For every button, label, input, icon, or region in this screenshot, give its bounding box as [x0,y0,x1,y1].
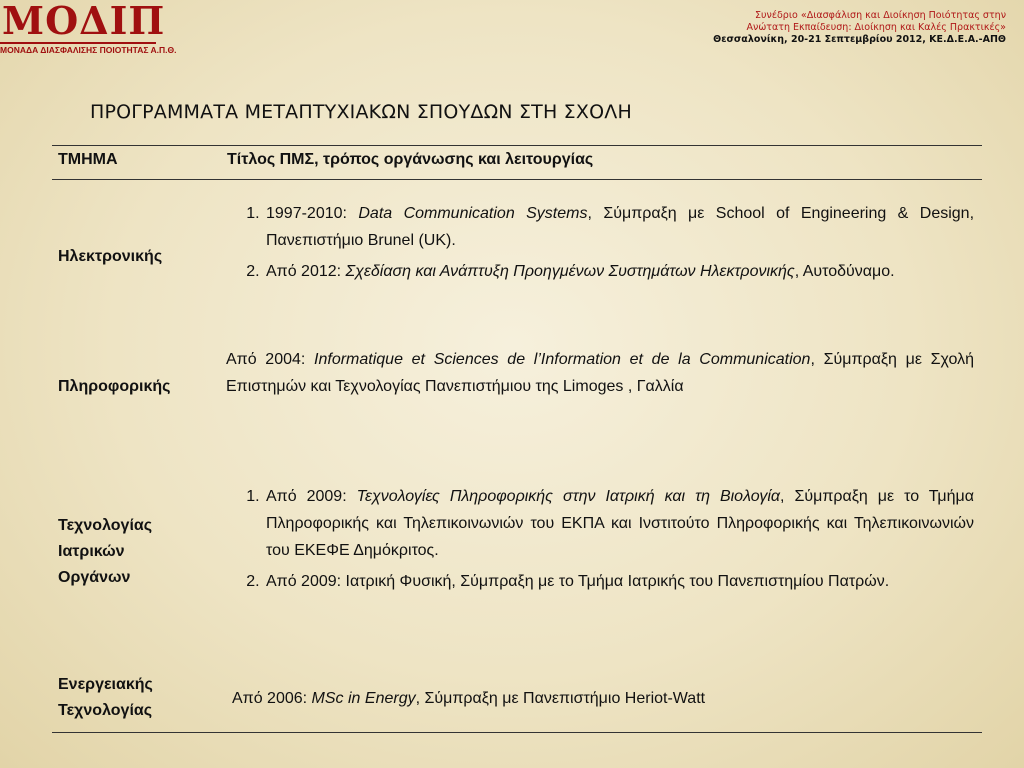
dept-medical-tech: Τεχνολογίας Ιατρικών Οργάνων [58,517,153,586]
logo-wordmark: ΜΟΔΙΠ [2,0,166,43]
program-item: 2. Από 2009: Ιατρική Φυσική, Σύμπραξη με το Τμήμα Ιατρικής του Πανεπιστημίου Πατρών. [264,568,974,595]
dept-informatics: Πληροφορικής [58,378,171,395]
table-bottom-rule [52,732,982,733]
dept-energy-tech: Ενεργειακής Τεχνολογίας [58,676,153,719]
programs-medical-tech [226,483,974,599]
conference-line-1: Συνέδριο «Διασφάλιση και Διοίκηση Ποιότητας στην [755,10,1006,21]
conference-header [586,10,1006,46]
programs-energy-tech [232,685,980,712]
dept-electronics: Ηλεκτρονικής [58,248,163,265]
programs-electronics [226,200,974,289]
logo-subtitle: ΜΟΝΑΔΑ ΔΙΑΣΦΑΛΙΣΗΣ ΠΟΙΟΤΗΤΑΣ Α.Π.Θ. [0,42,156,55]
program-text: Από 2004: Informatique et Sciences de l’Information et de la Communication, Σύμπραξη με Σχολή Επιστημών και Τεχνολογίας Πανεπιστήμιου της Limoges , Γαλλία [226,351,975,395]
program-item: 1. 1997-2010: Data Communication Systems, Σύμπραξη με School of Engineering & Design, Πανεπιστήμιο Brunel (UK). [264,200,974,254]
conference-line-3: Θεσσαλονίκη, 20-21 Σεπτεμβρίου 2012, ΚΕ.Δ.Ε.Α.-ΑΠΘ [713,34,1006,45]
program-item: 1. Από 2009: Τεχνολογίες Πληροφορικής στην Ιατρική και τη Βιολογία, Σύμπραξη με το Τμήμα Πληροφορικής και Τηλεπικοινωνιών του ΕΚΠΑ και Ινστιτούτο Πληροφορικής και Τηλεπικοινωνιών του ΕΚΕΦΕ Δημόκριτος. [264,483,974,564]
header-title: Τίτλος ΠΜΣ, τρόπος οργάνωσης και λειτουργίας [227,151,594,168]
programs-informatics [226,346,974,400]
program-item: 2. Από 2012: Σχεδίαση και Ανάπτυξη Προηγμένων Συστημάτων Ηλεκτρονικής, Αυτοδύναμο. [264,258,974,285]
conference-line-2: Ανώτατη Εκπαίδευση: Διοίκηση και Καλές Πρακτικές» [746,22,1006,33]
slide-title: ΠΡΟΓΡΑΜΜΑΤΑ ΜΕΤΑΠΤΥΧΙΑΚΩΝ ΣΠΟΥΔΩΝ ΣΤΗ ΣΧΟΛΗ [90,101,632,123]
header-dept: ΤΜΗΜΑ [58,151,118,168]
table-top-rule [52,145,982,146]
modip-logo [0,0,177,56]
program-text: Από 2006: MSc in Energy, Σύμπραξη με Πανεπιστήμιο Heriot-Watt [232,690,706,707]
header-rule [52,179,982,180]
